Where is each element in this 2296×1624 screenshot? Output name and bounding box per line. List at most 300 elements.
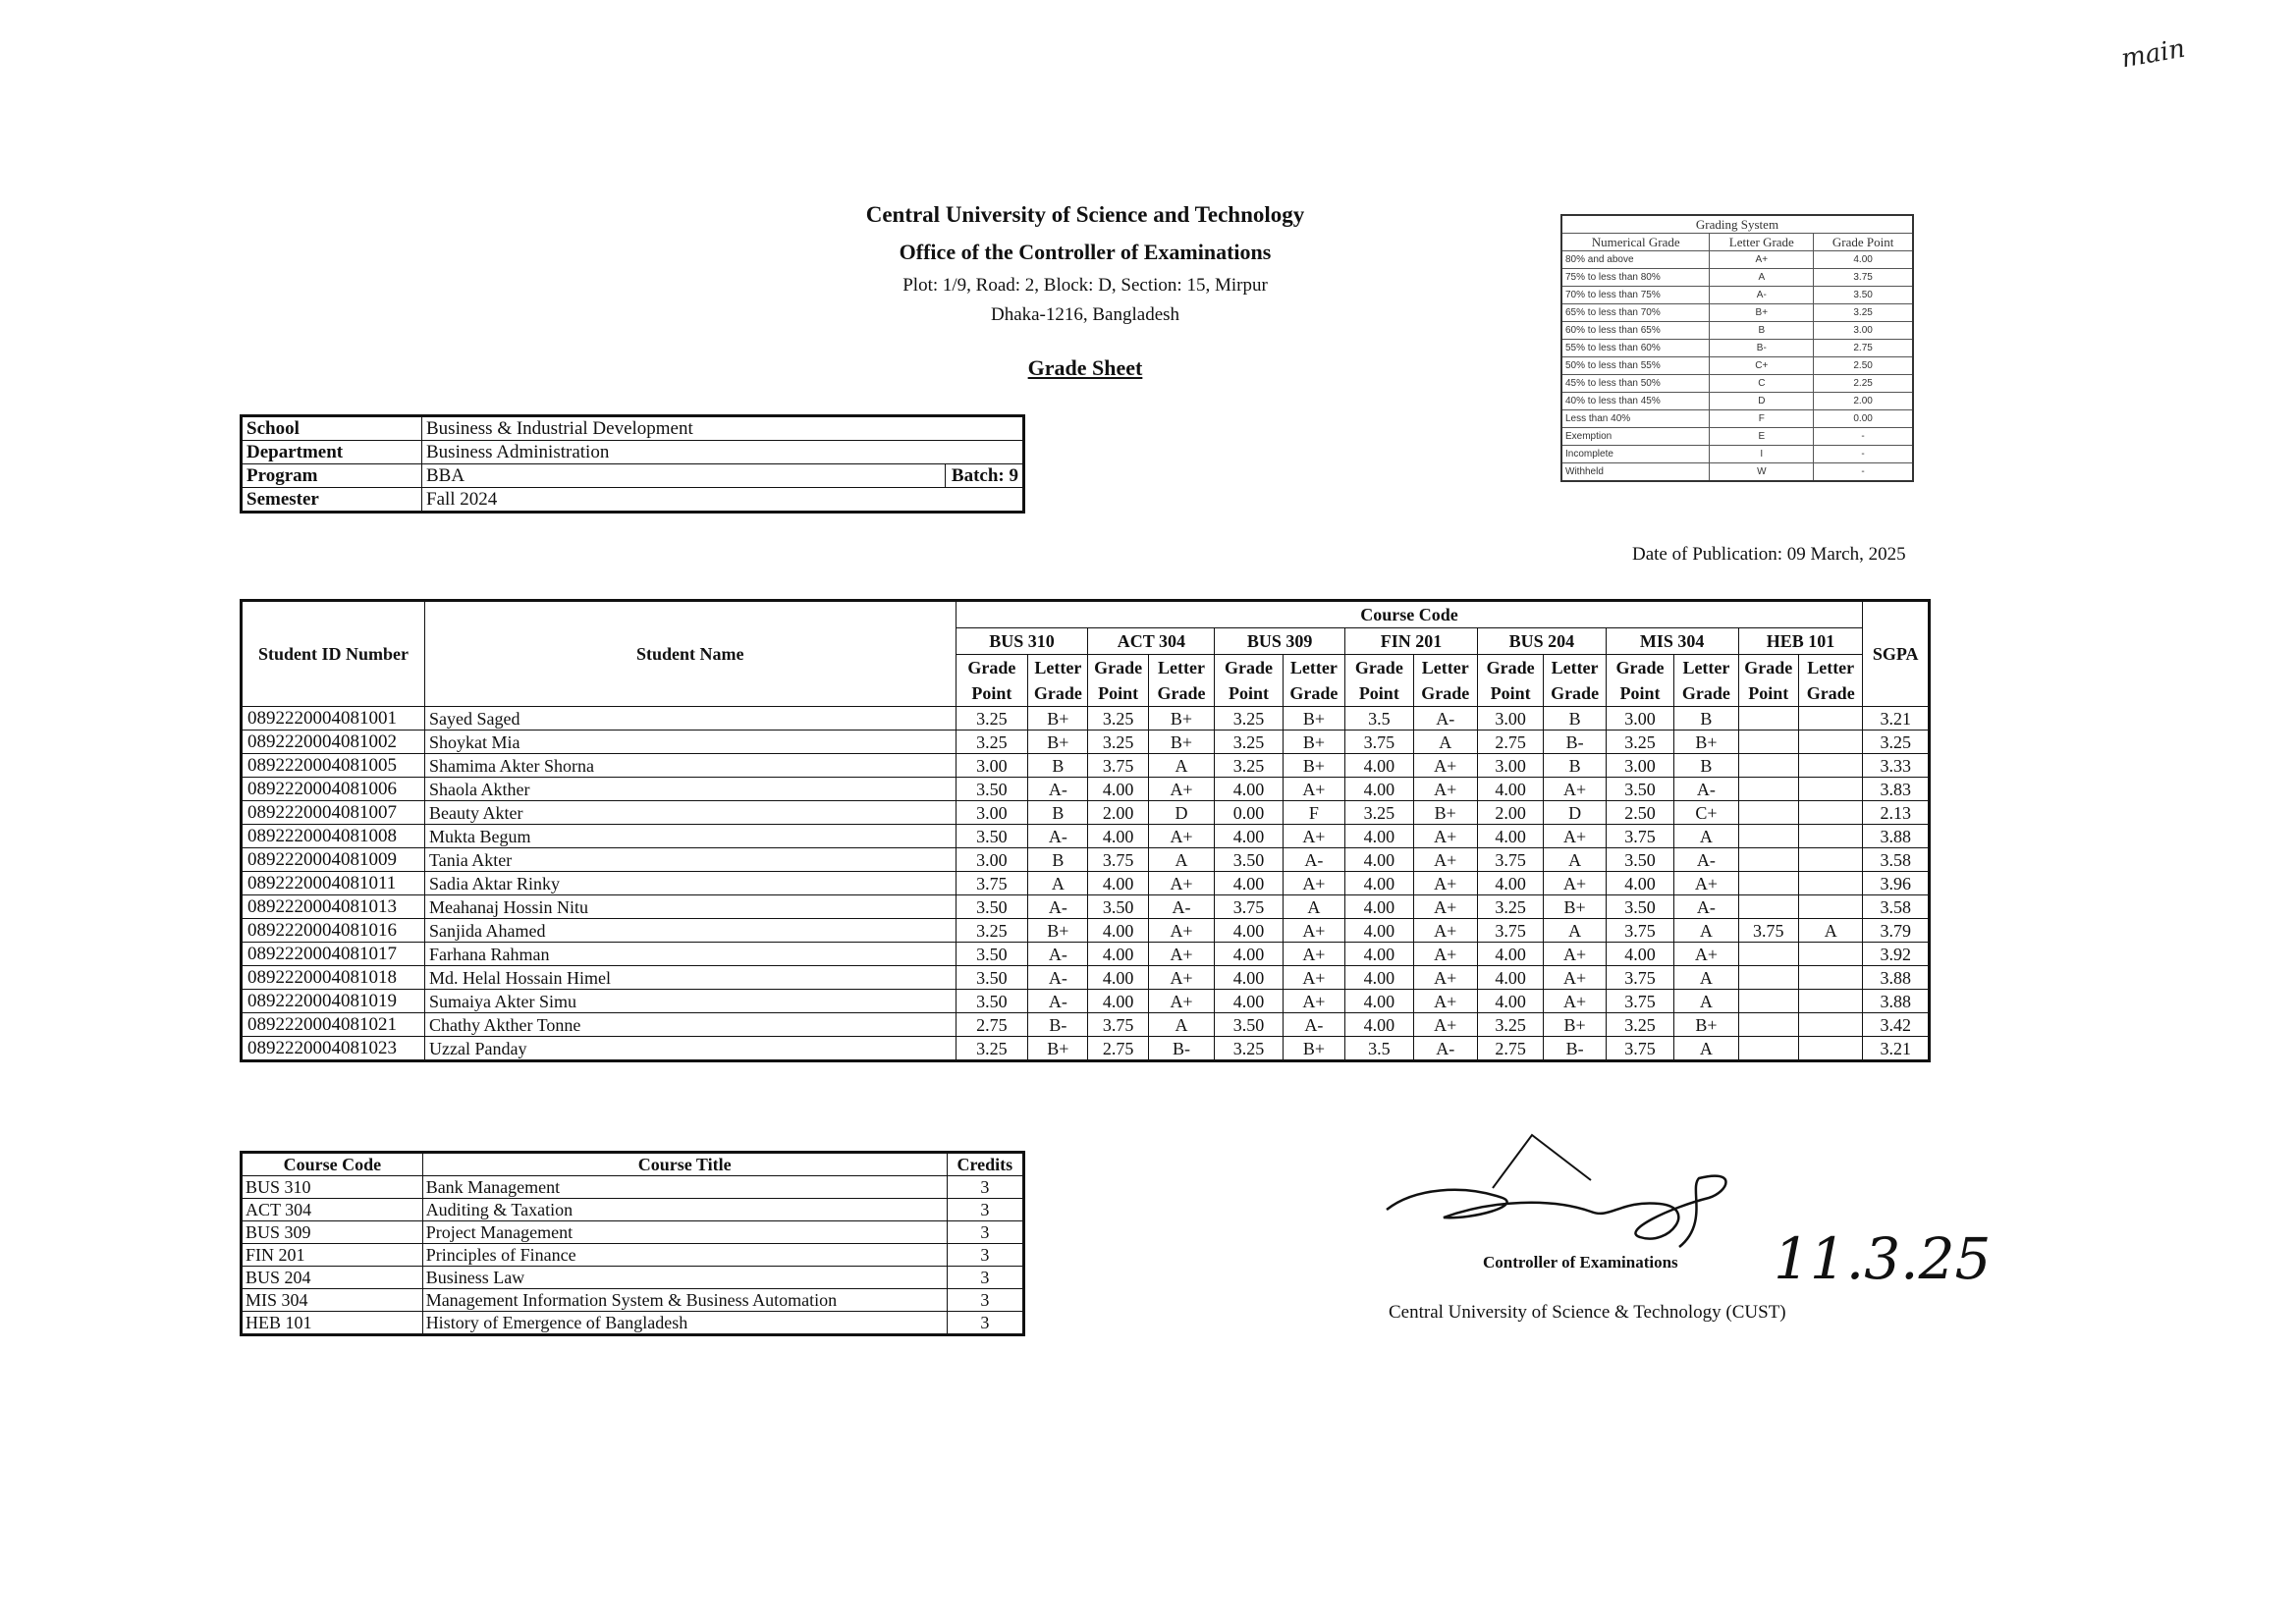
student-id: 0892220004081013	[242, 895, 425, 919]
grading-cell: A+	[1710, 251, 1814, 269]
course-credits: 3	[947, 1267, 1023, 1289]
grade-point-cell: 3.75	[1606, 1037, 1673, 1061]
letter-grade-cell: B+	[1028, 919, 1088, 943]
student-id: 0892220004081017	[242, 943, 425, 966]
student-row	[242, 990, 1930, 1013]
grade-point-cell: 4.00	[1477, 872, 1543, 895]
grading-cell: 2.50	[1814, 357, 1913, 375]
grading-row	[1561, 428, 1913, 446]
student-name: Md. Helal Hossain Himel	[425, 966, 957, 990]
letter-grade-cell: F	[1283, 801, 1344, 825]
course-row	[242, 1199, 1024, 1221]
grade-point-cell: 4.00	[1215, 825, 1283, 848]
letter-grade-cell: A+	[1413, 872, 1477, 895]
letter-grade-cell: B+	[1283, 1037, 1344, 1061]
grading-cell: 70% to less than 75%	[1561, 287, 1710, 304]
grading-cell: 2.25	[1814, 375, 1913, 393]
grading-cell: A-	[1710, 287, 1814, 304]
grading-row	[1561, 340, 1913, 357]
student-name: Uzzal Panday	[425, 1037, 957, 1061]
grade-point-cell: 3.25	[1606, 731, 1673, 754]
student-id: 0892220004081007	[242, 801, 425, 825]
address-line-1: Plot: 1/9, Road: 2, Block: D, Section: 15, Mirpur	[902, 275, 1268, 296]
grading-cell: C+	[1710, 357, 1814, 375]
grade-point-cell: 3.50	[956, 825, 1028, 848]
grade-point-cell: 2.00	[1477, 801, 1543, 825]
course-credits: 3	[947, 1312, 1023, 1335]
letter-grade-cell: A+	[1283, 990, 1344, 1013]
letter-grade-cell	[1798, 990, 1863, 1013]
grade-point-cell: 4.00	[1345, 825, 1413, 848]
letter-grade-cell	[1798, 1013, 1863, 1037]
letter-grade-cell: B+	[1674, 731, 1738, 754]
grade-point-cell: 4.00	[1345, 848, 1413, 872]
letter-grade-cell: B+	[1544, 1013, 1606, 1037]
letter-grade-cell: B-	[1148, 1037, 1214, 1061]
gs-header: Letter Grade	[1710, 234, 1814, 251]
letter-grade-cell: A+	[1674, 943, 1738, 966]
grade-point-cell: 3.75	[1345, 731, 1413, 754]
grade-point-cell: 4.00	[1088, 919, 1148, 943]
student-id: 0892220004081016	[242, 919, 425, 943]
grade-point-header: Grade Point	[1215, 655, 1283, 707]
grade-point-cell: 4.00	[1477, 778, 1543, 801]
grading-row	[1561, 322, 1913, 340]
letter-grade-cell: A-	[1674, 848, 1738, 872]
grade-point-cell: 4.00	[1215, 990, 1283, 1013]
grading-cell: 3.00	[1814, 322, 1913, 340]
grade-point-cell: 3.00	[1606, 754, 1673, 778]
course-table	[240, 1151, 1025, 1336]
letter-grade-cell	[1798, 731, 1863, 754]
grading-cell: 40% to less than 45%	[1561, 393, 1710, 410]
letter-grade-cell	[1798, 872, 1863, 895]
letter-grade-cell: A-	[1674, 895, 1738, 919]
letter-grade-cell: B+	[1028, 731, 1088, 754]
grade-point-cell: 3.50	[1088, 895, 1148, 919]
letter-grade-header: Letter Grade	[1283, 655, 1344, 707]
student-name: Tania Akter	[425, 848, 957, 872]
grading-cell: 50% to less than 55%	[1561, 357, 1710, 375]
course-header: BUS 204	[1477, 628, 1606, 655]
letter-grade-cell: D	[1148, 801, 1214, 825]
grade-point-cell: 4.00	[1088, 966, 1148, 990]
grading-cell: 55% to less than 60%	[1561, 340, 1710, 357]
course-code-col-header: Course Code	[242, 1153, 423, 1176]
letter-grade-cell: B	[1028, 848, 1088, 872]
student-name: Beauty Akter	[425, 801, 957, 825]
grading-cell: Less than 40%	[1561, 410, 1710, 428]
grading-cell: 60% to less than 65%	[1561, 322, 1710, 340]
letter-grade-cell: A	[1674, 966, 1738, 990]
student-id: 0892220004081011	[242, 872, 425, 895]
grade-point-cell: 4.00	[1345, 1013, 1413, 1037]
student-id: 0892220004081005	[242, 754, 425, 778]
letter-grade-cell: A+	[1283, 825, 1344, 848]
student-id: 0892220004081002	[242, 731, 425, 754]
sgpa-cell: 3.88	[1863, 825, 1930, 848]
grade-point-cell: 2.75	[956, 1013, 1028, 1037]
letter-grade-cell: B	[1544, 707, 1606, 731]
grading-row	[1561, 463, 1913, 482]
letter-grade-cell: B	[1544, 754, 1606, 778]
letter-grade-cell: B+	[1028, 1037, 1088, 1061]
grade-point-cell: 3.00	[956, 848, 1028, 872]
grade-point-cell: 0.00	[1215, 801, 1283, 825]
grade-point-cell: 2.50	[1606, 801, 1673, 825]
student-row	[242, 1013, 1930, 1037]
student-id: 0892220004081008	[242, 825, 425, 848]
grade-point-cell: 3.75	[1606, 966, 1673, 990]
grade-point-cell: 3.5	[1345, 1037, 1413, 1061]
address-line-2: Dhaka-1216, Bangladesh	[990, 304, 1180, 325]
grade-point-cell: 3.50	[1606, 895, 1673, 919]
student-name: Sanjida Ahamed	[425, 919, 957, 943]
grade-point-cell: 4.00	[1088, 990, 1148, 1013]
grading-cell: W	[1710, 463, 1814, 482]
sgpa-cell: 3.58	[1863, 895, 1930, 919]
letter-grade-cell: A+	[1413, 943, 1477, 966]
semester-value: Fall 2024	[422, 488, 1024, 513]
grade-point-cell: 3.50	[1215, 1013, 1283, 1037]
grade-point-cell: 3.75	[1606, 990, 1673, 1013]
student-row	[242, 707, 1930, 731]
grade-point-cell	[1738, 754, 1798, 778]
letter-grade-cell: A	[1544, 848, 1606, 872]
grade-point-cell: 4.00	[1606, 872, 1673, 895]
info-row-semester	[242, 488, 1024, 513]
letter-grade-cell: A-	[1283, 1013, 1344, 1037]
letter-grade-cell: A+	[1544, 990, 1606, 1013]
letter-grade-cell: A+	[1148, 966, 1214, 990]
grade-point-cell	[1738, 848, 1798, 872]
grading-row	[1561, 393, 1913, 410]
student-name: Chathy Akther Tonne	[425, 1013, 957, 1037]
course-code: FIN 201	[242, 1244, 423, 1267]
controller-title: Controller of Examinations	[1483, 1253, 1678, 1272]
letter-grade-cell: B-	[1028, 1013, 1088, 1037]
letter-grade-cell: A+	[1674, 872, 1738, 895]
sgpa-cell: 3.25	[1863, 731, 1930, 754]
student-id: 0892220004081006	[242, 778, 425, 801]
letter-grade-cell: B+	[1283, 707, 1344, 731]
letter-grade-cell: A+	[1283, 966, 1344, 990]
grade-point-cell: 3.50	[956, 943, 1028, 966]
grade-point-cell: 4.00	[1345, 754, 1413, 778]
letter-grade-cell: B+	[1283, 754, 1344, 778]
letter-grade-header: Letter Grade	[1674, 655, 1738, 707]
letter-grade-cell: A	[1148, 848, 1214, 872]
student-row	[242, 801, 1930, 825]
grade-point-header: Grade Point	[956, 655, 1028, 707]
grade-point-cell: 2.75	[1477, 731, 1543, 754]
course-code: ACT 304	[242, 1199, 423, 1221]
info-row-school	[242, 416, 1024, 441]
grade-point-cell: 4.00	[1345, 872, 1413, 895]
letter-grade-cell: B	[1674, 754, 1738, 778]
credits-col-header: Credits	[947, 1153, 1023, 1176]
letter-grade-cell	[1798, 778, 1863, 801]
letter-grade-cell	[1798, 966, 1863, 990]
grade-point-cell: 3.25	[1477, 1013, 1543, 1037]
sgpa-cell: 3.88	[1863, 990, 1930, 1013]
department-label: Department	[242, 441, 422, 464]
grade-point-cell: 4.00	[1088, 872, 1148, 895]
letter-grade-cell: B	[1674, 707, 1738, 731]
sgpa-cell: 3.88	[1863, 966, 1930, 990]
course-header: FIN 201	[1345, 628, 1478, 655]
grade-point-cell: 4.00	[1215, 872, 1283, 895]
student-row	[242, 754, 1930, 778]
grading-cell: 2.00	[1814, 393, 1913, 410]
course-code: HEB 101	[242, 1312, 423, 1335]
course-header: HEB 101	[1738, 628, 1863, 655]
grading-cell: 65% to less than 70%	[1561, 304, 1710, 322]
course-row	[242, 1221, 1024, 1244]
letter-grade-cell: A-	[1283, 848, 1344, 872]
grade-point-cell	[1738, 872, 1798, 895]
grading-cell: 75% to less than 80%	[1561, 269, 1710, 287]
course-title: History of Emergence of Bangladesh	[422, 1312, 947, 1335]
grade-point-cell: 4.00	[1215, 966, 1283, 990]
letter-grade-cell: A	[1674, 825, 1738, 848]
letter-grade-cell: B+	[1148, 731, 1214, 754]
student-row	[242, 966, 1930, 990]
grading-cell: 3.50	[1814, 287, 1913, 304]
grade-point-cell: 2.75	[1088, 1037, 1148, 1061]
letter-grade-cell: A-	[1028, 778, 1088, 801]
grade-point-cell: 3.75	[1606, 919, 1673, 943]
letter-grade-cell: C+	[1674, 801, 1738, 825]
student-row	[242, 872, 1930, 895]
letter-grade-cell: A	[1544, 919, 1606, 943]
grading-cell: F	[1710, 410, 1814, 428]
letter-grade-cell	[1798, 848, 1863, 872]
grade-point-cell: 3.00	[1606, 707, 1673, 731]
letter-grade-cell: A-	[1028, 990, 1088, 1013]
grade-point-cell: 4.00	[1215, 943, 1283, 966]
letter-grade-cell: A	[1148, 754, 1214, 778]
letter-grade-cell: A+	[1148, 872, 1214, 895]
grade-point-header: Grade Point	[1477, 655, 1543, 707]
letter-grade-cell: A+	[1283, 919, 1344, 943]
letter-grade-cell	[1798, 801, 1863, 825]
grading-cell: B+	[1710, 304, 1814, 322]
student-id: 0892220004081009	[242, 848, 425, 872]
grading-row	[1561, 269, 1913, 287]
program-label: Program	[242, 464, 422, 488]
course-header: MIS 304	[1606, 628, 1738, 655]
grade-point-cell: 3.25	[956, 919, 1028, 943]
grade-point-cell: 4.00	[1215, 778, 1283, 801]
grading-cell: 3.25	[1814, 304, 1913, 322]
grade-point-cell	[1738, 707, 1798, 731]
batch-value: Batch: 9	[946, 464, 1024, 488]
letter-grade-cell: A	[1148, 1013, 1214, 1037]
student-row	[242, 848, 1930, 872]
student-name: Shoykat Mia	[425, 731, 957, 754]
student-id: 0892220004081021	[242, 1013, 425, 1037]
grade-point-cell: 3.75	[956, 872, 1028, 895]
letter-grade-cell: B	[1028, 801, 1088, 825]
student-id: 0892220004081001	[242, 707, 425, 731]
letter-grade-cell	[1798, 825, 1863, 848]
semester-label: Semester	[242, 488, 422, 513]
grade-point-header: Grade Point	[1606, 655, 1673, 707]
grading-cell: Incomplete	[1561, 446, 1710, 463]
grade-point-cell: 4.00	[1477, 943, 1543, 966]
letter-grade-cell: A+	[1413, 919, 1477, 943]
grade-point-cell	[1738, 801, 1798, 825]
university-name: Central University of Science and Technology	[865, 202, 1305, 227]
letter-grade-cell	[1798, 707, 1863, 731]
grading-cell: -	[1814, 463, 1913, 482]
student-name: Sumaiya Akter Simu	[425, 990, 957, 1013]
letter-grade-cell: A-	[1674, 778, 1738, 801]
sgpa-cell: 3.92	[1863, 943, 1930, 966]
sgpa-cell: 3.21	[1863, 1037, 1930, 1061]
student-row	[242, 778, 1930, 801]
school-value: Business & Industrial Development	[422, 416, 1024, 441]
student-row	[242, 825, 1930, 848]
grade-point-cell: 4.00	[1477, 825, 1543, 848]
student-name: Shamima Akter Shorna	[425, 754, 957, 778]
grade-point-cell: 4.00	[1088, 778, 1148, 801]
grade-point-cell	[1738, 943, 1798, 966]
signature-date: 11.3.25	[1774, 1225, 1992, 1292]
course-code: BUS 204	[242, 1267, 423, 1289]
letter-grade-cell: A+	[1413, 754, 1477, 778]
letter-grade-cell: A+	[1413, 895, 1477, 919]
grade-point-cell: 3.25	[956, 707, 1028, 731]
grade-point-cell	[1738, 966, 1798, 990]
letter-grade-cell: A-	[1028, 825, 1088, 848]
course-title-col-header: Course Title	[422, 1153, 947, 1176]
grading-row	[1561, 357, 1913, 375]
letter-grade-cell: A+	[1148, 990, 1214, 1013]
grade-point-cell: 4.00	[1215, 919, 1283, 943]
letter-grade-cell: A	[1674, 1037, 1738, 1061]
course-credits: 3	[947, 1176, 1023, 1199]
letter-grade-cell	[1798, 754, 1863, 778]
grade-point-cell	[1738, 778, 1798, 801]
grade-table	[240, 599, 1931, 1062]
letter-grade-cell: A-	[1413, 707, 1477, 731]
student-name: Mukta Begum	[425, 825, 957, 848]
letter-grade-cell	[1798, 943, 1863, 966]
grade-point-cell: 3.50	[956, 895, 1028, 919]
sgpa-cell: 3.58	[1863, 848, 1930, 872]
course-credits: 3	[947, 1244, 1023, 1267]
gs-header: Grade Point	[1814, 234, 1913, 251]
grading-row	[1561, 287, 1913, 304]
grading-row	[1561, 446, 1913, 463]
school-label: School	[242, 416, 422, 441]
grading-row	[1561, 410, 1913, 428]
student-name: Shaola Akther	[425, 778, 957, 801]
student-id: 0892220004081018	[242, 966, 425, 990]
course-title: Bank Management	[422, 1176, 947, 1199]
grade-point-cell: 4.00	[1345, 943, 1413, 966]
student-name: Sayed Saged	[425, 707, 957, 731]
student-name: Meahanaj Hossin Nitu	[425, 895, 957, 919]
grade-point-cell: 3.00	[1477, 754, 1543, 778]
letter-grade-cell: A	[1413, 731, 1477, 754]
letter-grade-cell: A	[1283, 895, 1344, 919]
grading-cell: Withheld	[1561, 463, 1710, 482]
grade-point-cell: 4.00	[1345, 919, 1413, 943]
course-row	[242, 1267, 1024, 1289]
letter-grade-header: Letter Grade	[1798, 655, 1863, 707]
course-credits: 3	[947, 1221, 1023, 1244]
grading-cell: A	[1710, 269, 1814, 287]
grade-point-cell: 3.25	[1215, 754, 1283, 778]
student-name: Farhana Rahman	[425, 943, 957, 966]
grading-cell: 3.75	[1814, 269, 1913, 287]
grading-cell: 80% and above	[1561, 251, 1710, 269]
grading-system-title: Grading System	[1561, 215, 1913, 234]
course-code: MIS 304	[242, 1289, 423, 1312]
grade-point-cell: 3.25	[956, 1037, 1028, 1061]
letter-grade-cell: B+	[1413, 801, 1477, 825]
sgpa-cell: 3.42	[1863, 1013, 1930, 1037]
grade-point-cell: 4.00	[1345, 990, 1413, 1013]
grading-cell: -	[1814, 446, 1913, 463]
grade-point-cell: 4.00	[1088, 943, 1148, 966]
grade-point-cell: 4.00	[1606, 943, 1673, 966]
grade-point-cell: 3.75	[1088, 848, 1148, 872]
course-code: BUS 309	[242, 1221, 423, 1244]
grade-point-header: Grade Point	[1345, 655, 1413, 707]
letter-grade-header: Letter Grade	[1148, 655, 1214, 707]
student-id: 0892220004081019	[242, 990, 425, 1013]
letter-grade-cell: B+	[1544, 895, 1606, 919]
grade-point-cell: 3.75	[1738, 919, 1798, 943]
letter-grade-cell: A+	[1148, 943, 1214, 966]
student-row	[242, 1037, 1930, 1061]
sgpa-cell: 3.21	[1863, 707, 1930, 731]
grade-point-cell: 2.75	[1477, 1037, 1543, 1061]
grade-point-cell: 4.00	[1345, 778, 1413, 801]
course-title: Management Information System & Business Automation	[422, 1289, 947, 1312]
letter-grade-cell: B+	[1283, 731, 1344, 754]
letter-grade-cell: A+	[1413, 966, 1477, 990]
grade-point-cell: 3.25	[956, 731, 1028, 754]
gs-header: Numerical Grade	[1561, 234, 1710, 251]
grade-point-cell: 3.25	[1215, 731, 1283, 754]
handwritten-note: main	[2118, 33, 2188, 75]
letter-grade-cell: B+	[1674, 1013, 1738, 1037]
office-name: Office of the Controller of Examinations	[899, 240, 1272, 264]
grading-cell: 0.00	[1814, 410, 1913, 428]
course-code-header: Course Code	[956, 601, 1863, 628]
letter-grade-header: Letter Grade	[1544, 655, 1606, 707]
course-header: BUS 310	[956, 628, 1088, 655]
grade-point-cell: 3.00	[1477, 707, 1543, 731]
sgpa-cell: 3.33	[1863, 754, 1930, 778]
letter-grade-cell: A-	[1028, 966, 1088, 990]
grading-cell: -	[1814, 428, 1913, 446]
student-row	[242, 919, 1930, 943]
letter-grade-cell: A+	[1148, 825, 1214, 848]
grade-point-cell: 3.75	[1088, 1013, 1148, 1037]
letter-grade-cell: A+	[1544, 872, 1606, 895]
grade-point-cell: 3.50	[956, 990, 1028, 1013]
letter-grade-cell: B-	[1544, 1037, 1606, 1061]
grade-point-cell: 3.25	[1088, 707, 1148, 731]
grading-row	[1561, 375, 1913, 393]
student-name-header: Student Name	[425, 601, 957, 707]
